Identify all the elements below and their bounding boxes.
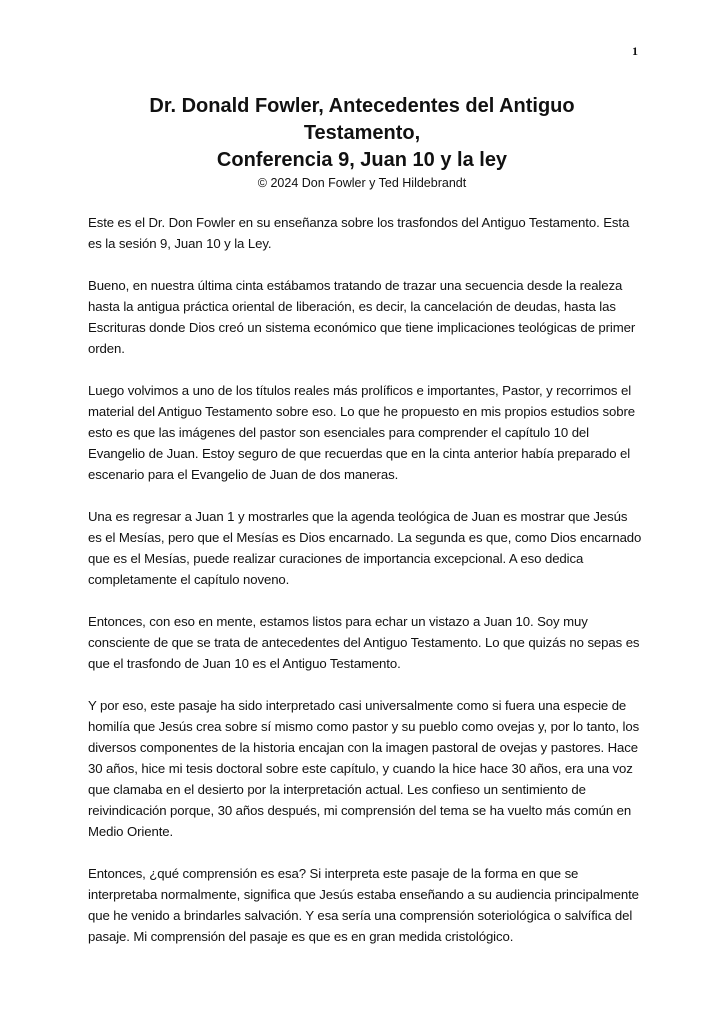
paragraph: Entonces, con eso en mente, estamos listos para echar un vistazo a Juan 10. Soy muy consciente de que se trata de antecedentes del Antiguo Testamento. Lo que quizás no sepas es que el trasfondo de Juan 10 es el Antiguo Testamento. (88, 614, 640, 671)
paragraph: Entonces, ¿qué comprensión es esa? Si interpreta este pasaje de la forma en que se interpretaba normalmente, significa que Jesús estaba enseñando a su audiencia principalmente que he venido a brindarles salvación. Y esa sería una comprensión soteriológica o salvífica del pasaje. Mi comprensión del pasaje es que es en gran medida cristológico. (88, 866, 639, 944)
paragraph: Luego volvimos a uno de los títulos reales más prolíficos e importantes, Pastor, y recorrimos el material del Antiguo Testamento sobre eso. Lo que he propuesto en mis propios estudios sobre esto es que las imágenes del pastor son esenciales para comprender el capítulo 10 del Evangelio de Juan. Estoy seguro de que recuerdas que en la cinta anterior había preparado el escenario para el Evangelio de Juan de dos maneras. (88, 383, 635, 482)
title-line-2: Testamento, (303, 122, 421, 144)
title-line-1: Dr. Donald Fowler, Antecedentes del Antiguo (149, 95, 575, 117)
paragraph: Y por eso, este pasaje ha sido interpretado casi universalmente como si fuera una especie de homilía que Jesús crea sobre sí mismo como pastor y su pueblo como ovejas y, por lo tanto, los diversos componentes de la historia encajan con la imagen pastoral de ovejas y pastores. Hace 30 años, hice mi tesis doctoral sobre este capítulo, y cuando la hice hace 30 años, era una voz que clamaba en el desierto por la interpretación actual. Les confieso un sentimiento de reivindicación porque, 30 años después, mi comprensión del tema se ha vuelto más común en Medio Oriente. (88, 698, 640, 839)
paragraph: Este es el Dr. Don Fowler en su enseñanza sobre los trasfondos del Antiguo Testamento. Esta es la sesión 9, Juan 10 y la Ley. (88, 215, 630, 251)
paragraph: Bueno, en nuestra última cinta estábamos tratando de trazar una secuencia desde la realeza hasta la antigua práctica oriental de liberación, es decir, la cancelación de deudas, hasta las Escrituras donde Dios creó un sistema económico que tiene implicaciones teológicas de primer orden. (88, 278, 636, 356)
copyright-notice: © 2024 Don Fowler y Ted Hildebrandt (257, 176, 467, 190)
paragraph: Una es regresar a Juan 1 y mostrarles que la agenda teológica de Juan es mostrar que Jesús es el Mesías, pero que el Mesías es Dios encarnado. La segunda es que, como Dios encarnado que es el Mesías, puede realizar curaciones de importancia excepcional. A eso dedica completamente el capítulo noveno. (88, 509, 642, 587)
page-number: 1 (632, 44, 638, 58)
document-header (88, 93, 636, 192)
title-line-3: Conferencia 9, Juan 10 y la ley (216, 149, 508, 171)
document-body (88, 212, 644, 968)
